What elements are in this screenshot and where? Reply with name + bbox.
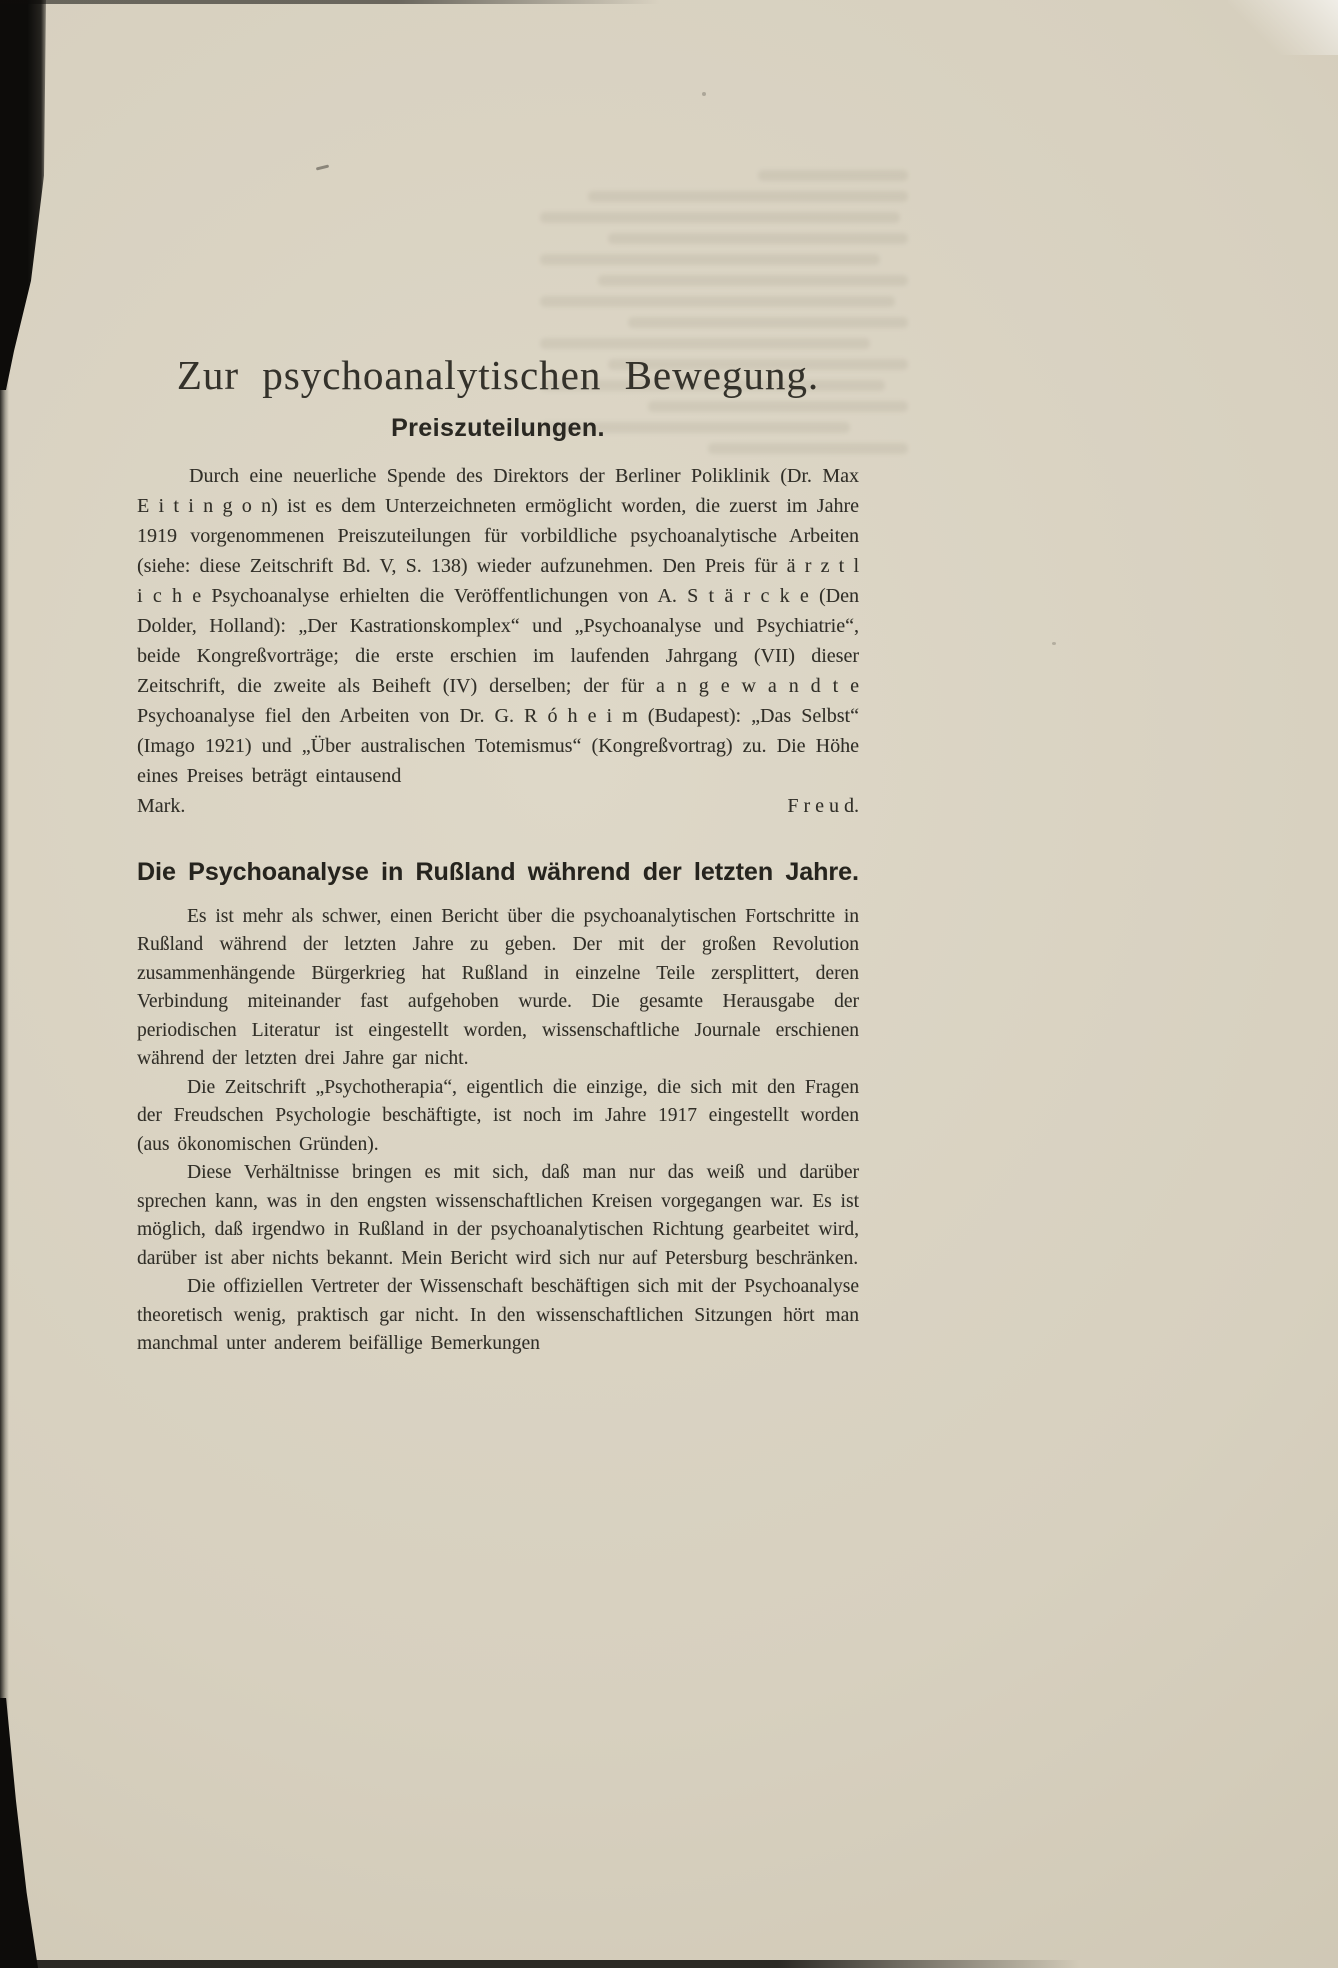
scan-edge-shadow-top: [0, 0, 660, 4]
ink-speck: [702, 92, 706, 96]
paragraph-last-word: Mark.: [137, 794, 186, 817]
russia-paragraph: Die Zeitschrift „Psychotherapia“, eigentlich die einzige, die sich mit den Fragen der Freudschen Psychologie beschäftigte, ist noch im Jahre 1917 eingestellt worden (aus ökonomischen Gründen).: [137, 1076, 859, 1155]
russia-section-heading: Die Psychoanalyse in Rußland während der letzten Jahre.: [137, 857, 859, 886]
scan-edge-shadow-bottom: [0, 1960, 1080, 1968]
scan-edge-shadow-bottom-left: [0, 1698, 38, 1968]
scan-corner-highlight: [1228, 0, 1338, 55]
text-block: [137, 352, 859, 1359]
russia-paragraph: Es ist mehr als schwer, einen Bericht über die psychoanalytischen Fortschritte in Rußland während der letzten Jahre zu geben. Der mit der großen Revolution zusammenhängende Bürgerkrieg hat Rußland in einzelne Teile zersplittert, deren Verbindung miteinander fast aufgehoben wurde. Die gesamte Herausgabe der periodischen Literatur ist eingestellt worden, wissenschaftliche Journale erschienen während der letzten drei Jahre gar nicht.: [137, 905, 859, 1070]
prize-paragraph: Durch eine neuerliche Spende des Direktors der Berliner Poliklinik (Dr. Max E i t i n g o n) ist es dem Unterzeichneten ermöglicht worden, die zuerst im Jahre 1919 vorgenommenen Preiszuteilungen für vorbildliche psychoanalytische Arbeiten (siehe: diese Zeitschrift Bd. V, S. 138) wieder aufzunehmen. Den Preis für ä r z t l i c h e Psychoanalyse erhielten die Veröffentlichungen von A. S t ä r c k e (Den Dolder, Holland): „Der Kastrationskomplex“ und „Psychoanalyse und Psychiatrie“, beide Kongreßvorträge; die erste erschien im laufenden Jahrgang (VII) dieser Zeitschrift, die zweite als Beiheft (IV) derselben; der für a n g e w a n d t e Psychoanalyse fiel den Arbeiten von Dr. G. R ó h e i m (Budapest): „Das Selbst“ (Imago 1921) und „Über australischen Totemismus“ (Kongreßvortrag) zu. Die Höhe eines Preises beträgt eintausend: [137, 464, 859, 787]
signature-line: [137, 791, 859, 821]
russia-paragraph: Diese Verhältnisse bringen es mit sich, daß man nur das weiß und darüber sprechen kann, was in den engsten wissenschaftlichen Kreisen vorgegangen war. Es ist möglich, daß irgendwo in Rußland in der psychoanalytischen Richtung gearbeitet wird, darüber ist aber nichts bekannt. Mein Bericht wird sich nur auf Petersburg beschränken.: [137, 1162, 859, 1269]
ink-speck: [316, 164, 329, 170]
page-title: Zur psychoanalytischen Bewegung.: [176, 352, 820, 398]
scan-edge-shadow-top-left: [0, 0, 50, 390]
ink-speck: [1052, 642, 1056, 645]
prize-section-heading: Preiszuteilungen.: [391, 414, 605, 443]
russia-paragraph: Die offiziellen Vertreter der Wissenschaft beschäftigen sich mit der Psychoanalyse theoretisch wenig, praktisch gar nicht. In den wissenschaftlichen Sitzungen hört man manchmal unter anderem beifällige Bemerkungen: [137, 1276, 859, 1355]
author-signature: F r e u d.: [787, 794, 859, 817]
